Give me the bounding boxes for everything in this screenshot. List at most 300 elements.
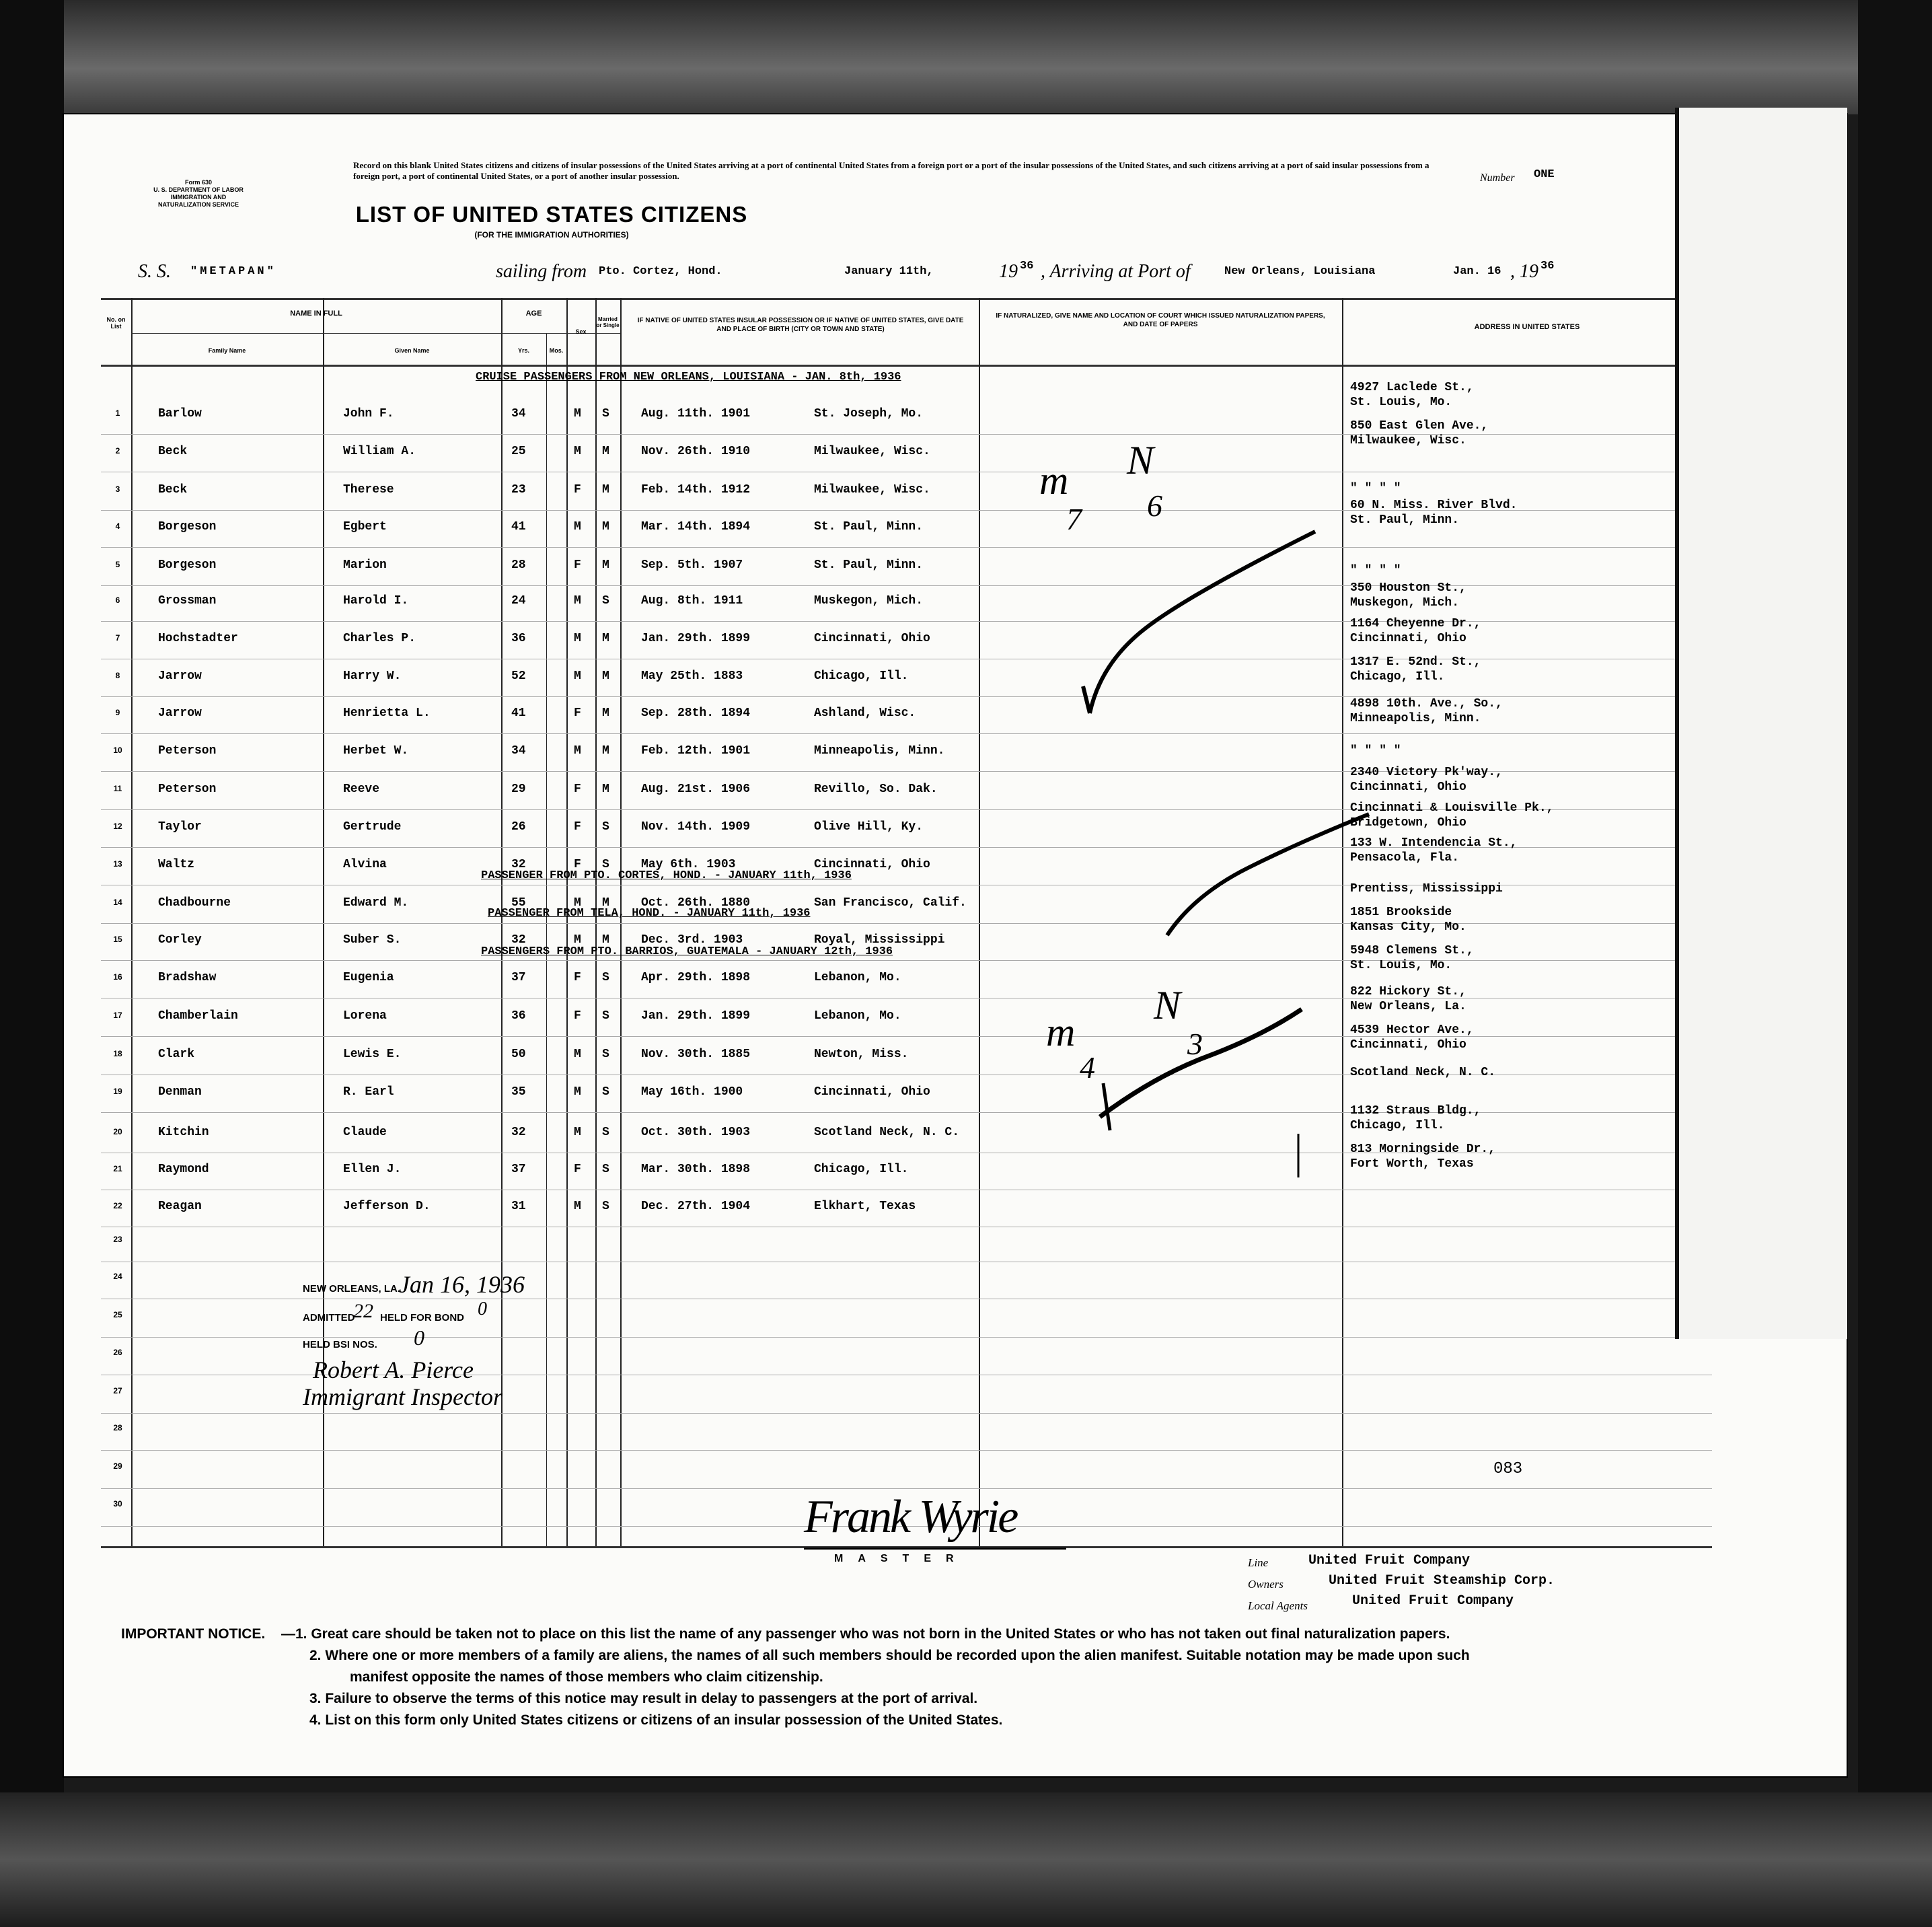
address-line: Kansas City, Mo. [1350, 920, 1466, 934]
age-years: 36 [511, 632, 526, 645]
address-line: Pensacola, Fla. [1350, 851, 1460, 865]
marital-status: M [602, 483, 609, 497]
sex: M [574, 744, 581, 758]
row-number: 27 [113, 1386, 122, 1395]
notice-item: —1. Great care should be taken not to place on this list the name of any passenger who was not born in the United States or who has not taken out final naturalization papers. [281, 1626, 1450, 1642]
marital-status: S [602, 1048, 609, 1061]
master-signature: Frank Wyrie [804, 1491, 1017, 1543]
col-married-header: Married or Single [596, 316, 620, 328]
birth-date: Feb. 12th. 1901 [641, 744, 751, 758]
address-line: " " " " [1350, 482, 1401, 495]
address-line: 822 Hickory St., [1350, 985, 1466, 998]
arriving-port: New Orleans, Louisiana [1224, 265, 1376, 278]
col-given-header: Given Name [394, 347, 430, 354]
section-header: PASSENGER FROM TELA, HOND. - JANUARY 11th, 1936 [488, 907, 811, 920]
row-number: 6 [115, 595, 120, 605]
row-number: 9 [115, 708, 120, 717]
check-mark [1083, 686, 1090, 713]
family-name: Beck [158, 483, 188, 497]
row-number: 26 [113, 1348, 122, 1357]
manifest-page [64, 114, 1847, 1776]
address-line: 4927 Laclede St., [1350, 381, 1474, 394]
section-header: PASSENGERS FROM PTO. BARRIOS, GUATEMALA - JANUARY 12th, 1936 [481, 945, 893, 958]
stamp-admitted-label: ADMITTED [303, 1312, 355, 1323]
sailing-label: sailing from [496, 261, 587, 282]
address-line: 850 East Glen Ave., [1350, 419, 1489, 433]
age-years: 32 [511, 933, 526, 947]
marital-status: M [602, 632, 609, 645]
given-name: Suber S. [343, 933, 402, 947]
birth-date: Nov. 30th. 1885 [641, 1048, 751, 1061]
arrive-year-prefix: , 19 [1510, 261, 1538, 282]
birth-date: Mar. 30th. 1898 [641, 1163, 751, 1176]
number-label: Number [1480, 172, 1515, 184]
stamp-held-bond-label: HELD FOR BOND [380, 1312, 464, 1323]
family-name: Barlow [158, 407, 202, 421]
age-years: 32 [511, 1126, 526, 1139]
given-name: Herbet W. [343, 744, 409, 758]
birth-place: Newton, Miss. [814, 1048, 909, 1061]
birth-place: Muskegon, Mich. [814, 594, 924, 608]
row-number: 15 [113, 935, 122, 944]
address-line: St. Paul, Minn. [1350, 513, 1460, 527]
sex: M [574, 933, 581, 947]
given-name: Gertrude [343, 820, 402, 834]
age-years: 34 [511, 407, 526, 421]
row-number: 28 [113, 1423, 122, 1432]
address-line: 1317 E. 52nd. St., [1350, 655, 1481, 669]
address-line: Chicago, Ill. [1350, 670, 1445, 684]
sex: M [574, 669, 581, 683]
family-name: Chadbourne [158, 896, 231, 910]
agents-label: Local Agents [1248, 1599, 1308, 1612]
col-no-header: No. on List [106, 316, 126, 330]
birth-date: Aug. 11th. 1901 [641, 407, 751, 421]
row-number: 16 [113, 972, 122, 982]
family-name: Borgeson [158, 520, 217, 534]
family-name: Jarrow [158, 706, 202, 720]
master-label: MASTER [834, 1553, 969, 1564]
age-years: 32 [511, 858, 526, 871]
form-number: Form 630 [184, 179, 213, 186]
row-number: 13 [113, 859, 122, 869]
sex: M [574, 1048, 581, 1061]
birth-date: Jan. 29th. 1899 [641, 1009, 751, 1023]
given-name: Marion [343, 558, 387, 572]
birth-date: Oct. 26th. 1880 [641, 896, 751, 910]
birth-date: Aug. 21st. 1906 [641, 783, 751, 796]
stamp-admitted-count: 22 [353, 1300, 373, 1322]
check-mark [1167, 814, 1369, 935]
scan-border-bottom [0, 1792, 1932, 1927]
marital-status: S [602, 407, 609, 421]
col-yrs-header: Yrs. [517, 347, 529, 354]
handwritten-marks [64, 114, 1847, 1776]
family-name: Chamberlain [158, 1009, 238, 1023]
birth-place: Cincinnati, Ohio [814, 632, 930, 645]
birth-date: Nov. 14th. 1909 [641, 820, 751, 834]
line-label: Line [1248, 1556, 1269, 1569]
address-line: Milwaukee, Wisc. [1350, 434, 1466, 447]
given-name: Harold I. [343, 594, 409, 608]
stamp-held-bond-count: 0 [478, 1299, 487, 1319]
birth-date: Feb. 14th. 1912 [641, 483, 751, 497]
given-name: Jefferson D. [343, 1200, 431, 1213]
birth-date: Sep. 5th. 1907 [641, 558, 743, 572]
birth-place: Revillo, So. Dak. [814, 783, 938, 796]
annotation-3: 3 [1187, 1027, 1203, 1061]
family-name: Jarrow [158, 669, 202, 683]
sex: M [574, 594, 581, 608]
row-number: 18 [113, 1049, 122, 1058]
sailing-from: Pto. Cortez, Hond. [599, 265, 722, 278]
birth-place: St. Paul, Minn. [814, 558, 924, 572]
address-line: St. Louis, Mo. [1350, 396, 1452, 409]
annotation-4: 4 [1080, 1050, 1095, 1085]
sex: F [574, 1009, 581, 1023]
given-name: Lewis E. [343, 1048, 402, 1061]
marital-status: S [602, 820, 609, 834]
birth-date: Nov. 26th. 1910 [641, 445, 751, 458]
row-number: 17 [113, 1011, 122, 1020]
inspector-title-handwritten: Immigrant Inspector [303, 1383, 503, 1410]
family-name: Grossman [158, 594, 217, 608]
sex: M [574, 1085, 581, 1099]
sex: M [574, 632, 581, 645]
birth-date: Oct. 30th. 1903 [641, 1126, 751, 1139]
given-name: Therese [343, 483, 394, 497]
address-line: Prentiss, Mississippi [1350, 882, 1503, 896]
address-line: Cincinnati, Ohio [1350, 1038, 1466, 1052]
birth-place: Ashland, Wisc. [814, 706, 916, 720]
given-name: Henrietta L. [343, 706, 431, 720]
sex: F [574, 483, 581, 497]
family-name: Taylor [158, 820, 202, 834]
address-line: " " " " [1350, 564, 1401, 577]
birth-date: May 25th. 1883 [641, 669, 743, 683]
section-header: CRUISE PASSENGERS FROM NEW ORLEANS, LOUISIANA - JAN. 8th, 1936 [476, 371, 901, 384]
scan-border-right [1858, 0, 1932, 1927]
family-name: Clark [158, 1048, 195, 1061]
stamp-date-handwritten: Jan 16, 1936 [399, 1271, 525, 1298]
adjacent-page-edge [1675, 108, 1847, 1339]
address-line: 1164 Cheyenne Dr., [1350, 617, 1481, 630]
family-name: Peterson [158, 783, 217, 796]
service-name: IMMIGRATION AND NATURALIZATION SERVICE [157, 194, 239, 208]
age-years: 34 [511, 744, 526, 758]
family-name: Denman [158, 1085, 202, 1099]
row-number: 3 [115, 484, 120, 494]
age-years: 23 [511, 483, 526, 497]
family-name: Beck [158, 445, 188, 458]
notice-item: 4. List on this form only United States citizens or citizens of an insular possession of the United States. [309, 1712, 1003, 1728]
col-address-header: ADDRESS IN UNITED STATES [1474, 323, 1580, 331]
owners-label: Owners [1248, 1578, 1284, 1591]
birth-date: Sep. 28th. 1894 [641, 706, 751, 720]
family-name: Reagan [158, 1200, 202, 1213]
row-number: 30 [113, 1499, 122, 1508]
family-name: Waltz [158, 858, 195, 871]
birth-place: Minneapolis, Minn. [814, 744, 945, 758]
stamp-place: NEW ORLEANS, LA. [303, 1283, 400, 1295]
col-birth-header: IF NATIVE OF UNITED STATES INSULAR POSSESSION OR IF NATIVE OF UNITED STATES, GIVE DATE AND PLACE OF BIRTH (CITY OR TOWN AND STATE) [637, 317, 964, 333]
row-number: 7 [115, 633, 120, 643]
birth-place: Milwaukee, Wisc. [814, 445, 930, 458]
page-subtitle: (FOR THE IMMIGRATION AUTHORITIES) [474, 230, 629, 240]
ship-name: "METAPAN" [190, 265, 276, 278]
annotation-n: N [1127, 438, 1154, 482]
address-line: Bridgetown, Ohio [1350, 816, 1466, 830]
stamp-held-bsi-label: HELD BSI NOS. [303, 1339, 377, 1350]
check-mark [1090, 532, 1315, 713]
marital-status: S [602, 858, 609, 871]
address-line: 1851 Brookside [1350, 906, 1452, 919]
given-name: Harry W. [343, 669, 402, 683]
row-number: 8 [115, 671, 120, 680]
age-years: 50 [511, 1048, 526, 1061]
address-line: 2340 Victory Pk'way., [1350, 766, 1503, 779]
check-mark [1103, 1083, 1110, 1130]
birth-place: St. Paul, Minn. [814, 520, 924, 534]
sail-date: January 11th, [844, 265, 934, 278]
row-number: 22 [113, 1201, 122, 1210]
age-years: 26 [511, 820, 526, 834]
family-name: Peterson [158, 744, 217, 758]
family-name: Corley [158, 933, 202, 947]
annotation-n: N [1154, 983, 1181, 1027]
birth-place: Milwaukee, Wisc. [814, 483, 930, 497]
marital-status: M [602, 783, 609, 796]
birth-place: Lebanon, Mo. [814, 971, 901, 984]
section-header: PASSENGER FROM PTO. CORTES, HOND. - JANUARY 11th, 1936 [481, 869, 852, 882]
inspector-signature: Robert A. Pierce [313, 1356, 474, 1383]
age-years: 41 [511, 706, 526, 720]
row-number: 10 [113, 746, 122, 755]
age-years: 55 [511, 896, 526, 910]
marital-status: S [602, 1163, 609, 1176]
marital-status: M [602, 558, 609, 572]
notice-item: 2. Where one or more members of a family are aliens, the names of all such members should be recorded upon the alien manifest. Suitable notation may be made upon such [309, 1648, 1470, 1663]
owners-value: United Fruit Steamship Corp. [1329, 1573, 1555, 1589]
marital-status: S [602, 971, 609, 984]
sex: F [574, 783, 581, 796]
sex: F [574, 858, 581, 871]
marital-status: M [602, 669, 609, 683]
address-line: 350 Houston St., [1350, 581, 1466, 595]
stamp-held-bsi-count: 0 [414, 1325, 424, 1350]
age-years: 36 [511, 1009, 526, 1023]
address-line: 60 N. Miss. River Blvd. [1350, 499, 1518, 512]
marital-status: S [602, 594, 609, 608]
birth-place: Chicago, Ill. [814, 1163, 909, 1176]
age-years: 29 [511, 783, 526, 796]
birth-date: Aug. 8th. 1911 [641, 594, 743, 608]
sex: M [574, 896, 581, 910]
birth-place: Chicago, Ill. [814, 669, 909, 683]
sex: F [574, 820, 581, 834]
address-line: 4539 Hector Ave., [1350, 1023, 1474, 1037]
row-number: 5 [115, 560, 120, 569]
family-name: Bradshaw [158, 971, 217, 984]
row-number: 29 [113, 1461, 122, 1471]
row-number: 25 [113, 1310, 122, 1319]
marital-status: S [602, 1126, 609, 1139]
birth-date: May 6th. 1903 [641, 858, 736, 871]
birth-place: St. Joseph, Mo. [814, 407, 924, 421]
birth-date: Apr. 29th. 1898 [641, 971, 751, 984]
address-line: Scotland Neck, N. C. [1350, 1066, 1496, 1079]
given-name: Edward M. [343, 896, 409, 910]
col-age-header: AGE [525, 310, 542, 318]
birth-date: Mar. 14th. 1894 [641, 520, 751, 534]
line-value: United Fruit Company [1308, 1553, 1471, 1568]
age-years: 28 [511, 558, 526, 572]
birth-place: Cincinnati, Ohio [814, 858, 930, 871]
birth-place: Cincinnati, Ohio [814, 1085, 930, 1099]
birth-date: Jan. 29th. 1899 [641, 632, 751, 645]
birth-place: San Francisco, Calif. [814, 896, 967, 910]
marital-status: S [602, 1200, 609, 1213]
col-family-header: Family Name [208, 347, 246, 354]
sex: M [574, 445, 581, 458]
record-instructions: Record on this blank United States citizens and citizens of insular possessions of the United States arriving at a port of continental United States from a foreign port or a port of the insular possessions of the United States, and such citizens arriving at a port of said insular possessions from a foreign port, a port of continental United States, or a port of another insular possession. [353, 160, 1429, 181]
address-line: Muskegon, Mich. [1350, 596, 1460, 610]
row-number: 11 [113, 784, 122, 793]
sex: F [574, 1163, 581, 1176]
address-line: 133 W. Intendencia St., [1350, 836, 1518, 850]
family-name: Kitchin [158, 1126, 209, 1139]
row-number: 19 [113, 1087, 122, 1096]
sex: M [574, 1126, 581, 1139]
marital-status: M [602, 445, 609, 458]
page-stamp-number: 083 [1493, 1460, 1523, 1478]
given-name: Eugenia [343, 971, 394, 984]
given-name: Egbert [343, 520, 387, 534]
birth-place: Royal, Mississippi [814, 933, 945, 947]
marital-status: M [602, 933, 609, 947]
marital-status: S [602, 1009, 609, 1023]
row-number: 21 [113, 1164, 122, 1173]
sex: F [574, 558, 581, 572]
arrive-year: 36 [1540, 260, 1555, 272]
row-number: 2 [115, 446, 120, 456]
address-line: 4898 10th. Ave., So., [1350, 697, 1503, 711]
marital-status: M [602, 706, 609, 720]
marital-status: M [602, 520, 609, 534]
col-naturalized-header: IF NATURALIZED, GIVE NAME AND LOCATION OF COURT WHICH ISSUED NATURALIZATION PAPERS, AND DATE OF PAPERS [996, 312, 1325, 328]
age-years: 52 [511, 669, 526, 683]
address-line: Cincinnati & Louisville Pk., [1350, 801, 1554, 815]
given-name: John F. [343, 407, 394, 421]
age-years: 41 [511, 520, 526, 534]
birth-place: Scotland Neck, N. C. [814, 1126, 960, 1139]
sex: F [574, 971, 581, 984]
row-number: 24 [113, 1272, 122, 1281]
sail-year: 36 [1020, 260, 1034, 272]
number-value: ONE [1534, 168, 1555, 181]
address-line: St. Louis, Mo. [1350, 959, 1452, 972]
col-name-header: NAME IN FULL [290, 310, 342, 318]
given-name: Claude [343, 1126, 387, 1139]
birth-date: Dec. 27th. 1904 [641, 1200, 751, 1213]
address-line: New Orleans, La. [1350, 1000, 1466, 1013]
col-sex-header: Sex [575, 328, 587, 335]
notice-label [121, 1625, 265, 1644]
birth-date: May 16th. 1900 [641, 1085, 743, 1099]
annotation-m: m [1039, 458, 1069, 503]
sex: M [574, 520, 581, 534]
given-name: Lorena [343, 1009, 387, 1023]
sail-year-prefix: 19 [999, 261, 1018, 282]
row-number: 20 [113, 1127, 122, 1136]
annotation-7: 7 [1066, 502, 1082, 536]
given-name: Ellen J. [343, 1163, 402, 1176]
arriving-label: , Arriving at Port of [1041, 261, 1191, 282]
address-line: Minneapolis, Minn. [1350, 712, 1481, 725]
row-number: 23 [113, 1235, 122, 1244]
sex: F [574, 706, 581, 720]
age-years: 35 [511, 1085, 526, 1099]
row-number: 12 [113, 822, 122, 831]
page-title: LIST OF UNITED STATES CITIZENS [355, 202, 748, 227]
family-name: Raymond [158, 1163, 209, 1176]
check-mark [1100, 1009, 1302, 1117]
row-number: 1 [115, 408, 120, 418]
agents-value: United Fruit Company [1352, 1593, 1514, 1609]
notice-item: manifest opposite the names of those members who claim citizenship. [350, 1669, 823, 1685]
given-name: Alvina [343, 858, 387, 871]
age-years: 25 [511, 445, 526, 458]
department-name: U. S. DEPARTMENT OF LABOR [153, 186, 244, 193]
marital-status: S [602, 1085, 609, 1099]
annotation-6: 6 [1147, 488, 1162, 523]
notice-label-text: IMPORTANT NOTICE. [121, 1626, 266, 1642]
ship-prefix: S. S. [138, 261, 171, 282]
address-line: Cincinnati, Ohio [1350, 632, 1466, 645]
age-years: 37 [511, 971, 526, 984]
marital-status: M [602, 896, 609, 910]
birth-place: Elkhart, Texas [814, 1200, 916, 1213]
row-number: 14 [113, 898, 122, 907]
age-years: 31 [511, 1200, 526, 1213]
birth-place: Olive Hill, Ky. [814, 820, 924, 834]
address-line: 1132 Straus Bldg., [1350, 1104, 1481, 1118]
marital-status: M [602, 744, 609, 758]
address-line: 813 Morningside Dr., [1350, 1142, 1496, 1156]
row-number: 4 [115, 521, 120, 531]
age-years: 37 [511, 1163, 526, 1176]
given-name: William A. [343, 445, 416, 458]
given-name: R. Earl [343, 1085, 394, 1099]
address-line: Fort Worth, Texas [1350, 1157, 1474, 1171]
birth-place: Lebanon, Mo. [814, 1009, 901, 1023]
age-years: 24 [511, 594, 526, 608]
arrive-date: Jan. 16 [1453, 265, 1501, 278]
given-name: Charles P. [343, 632, 416, 645]
scan-border-left [0, 0, 64, 1927]
address-line: 5948 Clemens St., [1350, 944, 1474, 957]
address-line: " " " " [1350, 744, 1401, 758]
annotation-m: m [1046, 1010, 1076, 1054]
family-name: Hochstadter [158, 632, 238, 645]
family-name: Borgeson [158, 558, 217, 572]
notice-item: 3. Failure to observe the terms of this notice may result in delay to passengers at the port of arrival. [309, 1691, 978, 1706]
address-line: Cincinnati, Ohio [1350, 780, 1466, 794]
address-line: Chicago, Ill. [1350, 1119, 1445, 1132]
sex: M [574, 407, 581, 421]
birth-date: Dec. 3rd. 1903 [641, 933, 743, 947]
scan-border-top [0, 0, 1932, 114]
